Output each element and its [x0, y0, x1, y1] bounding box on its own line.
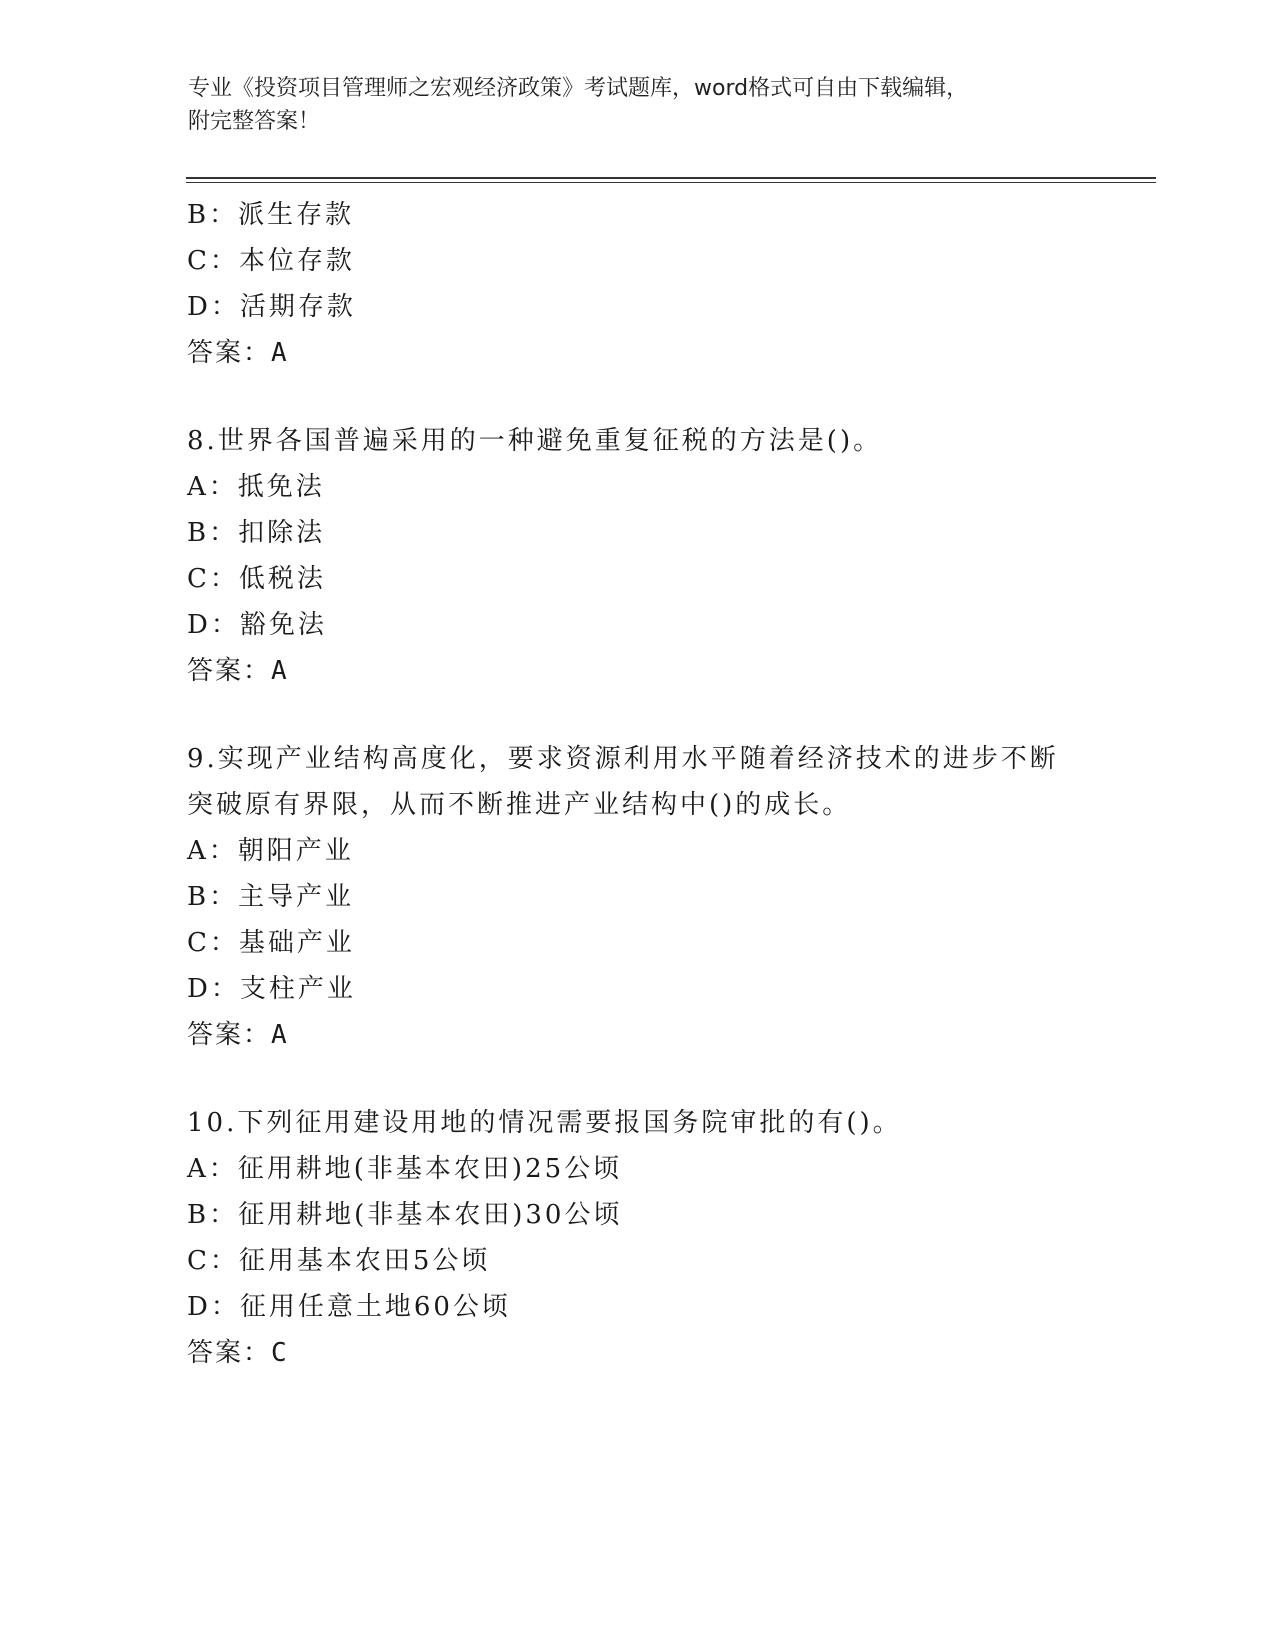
option-c: C：本位存款 [187, 246, 355, 276]
answer-line [187, 648, 1087, 694]
question-block [187, 736, 1087, 1058]
answer-line [187, 1012, 1087, 1058]
option-c: C：征用基本农田5公顷 [187, 1246, 491, 1276]
option-d: D：活期存款 [187, 292, 356, 322]
option-d: D：豁免法 [187, 610, 327, 640]
question-text: 10.下列征用建设用地的情况需要报国务院审批的有()。 [187, 1108, 902, 1138]
option-a: A：朝阳产业 [187, 836, 354, 866]
document-header [188, 72, 1088, 138]
answer-label: 答案： [187, 1020, 272, 1050]
answer-value: A [271, 1020, 289, 1050]
answer-line [187, 330, 1087, 376]
option-a: A：抵免法 [187, 472, 325, 502]
option-d: D：征用任意土地60公顷 [187, 1292, 511, 1322]
option-b: B：主导产业 [187, 882, 355, 912]
option-d: D：支柱产业 [187, 974, 356, 1004]
header-line-2: 附完整答案！ [188, 109, 321, 134]
answer-label: 答案： [187, 656, 272, 686]
option-b: B：派生存款 [187, 200, 355, 230]
option-b: B：扣除法 [187, 518, 326, 548]
option-c: C：低税法 [187, 564, 326, 594]
answer-value: C [271, 1338, 289, 1368]
answer-value: A [271, 656, 289, 686]
answer-label: 答案： [187, 338, 272, 368]
question-list [187, 192, 1087, 1376]
answer-label: 答案： [187, 1338, 272, 1368]
answer-line [187, 1330, 1087, 1376]
option-c: C：基础产业 [187, 928, 355, 958]
header-divider-thin [186, 182, 1156, 183]
question-block [187, 418, 1087, 694]
question-text: 9.实现产业结构高度化，要求资源利用水平随着经济技术的进步不断突破原有界限，从而不断推进产业结构中()的成长。 [187, 744, 1059, 820]
option-a: A：征用耕地(非基本农田)25公顷 [187, 1154, 623, 1184]
question-text: 8.世界各国普遍采用的一种避免重复征税的方法是()。 [187, 426, 883, 456]
header-divider [186, 177, 1156, 179]
question-block-prev [187, 192, 1087, 376]
question-block [187, 1100, 1087, 1376]
answer-value: A [271, 338, 289, 368]
header-line-1: 专业《投资项目管理师之宏观经济政策》考试题库，word格式可自由下载编辑， [188, 76, 969, 101]
option-b: B：征用耕地(非基本农田)30公顷 [187, 1200, 623, 1230]
